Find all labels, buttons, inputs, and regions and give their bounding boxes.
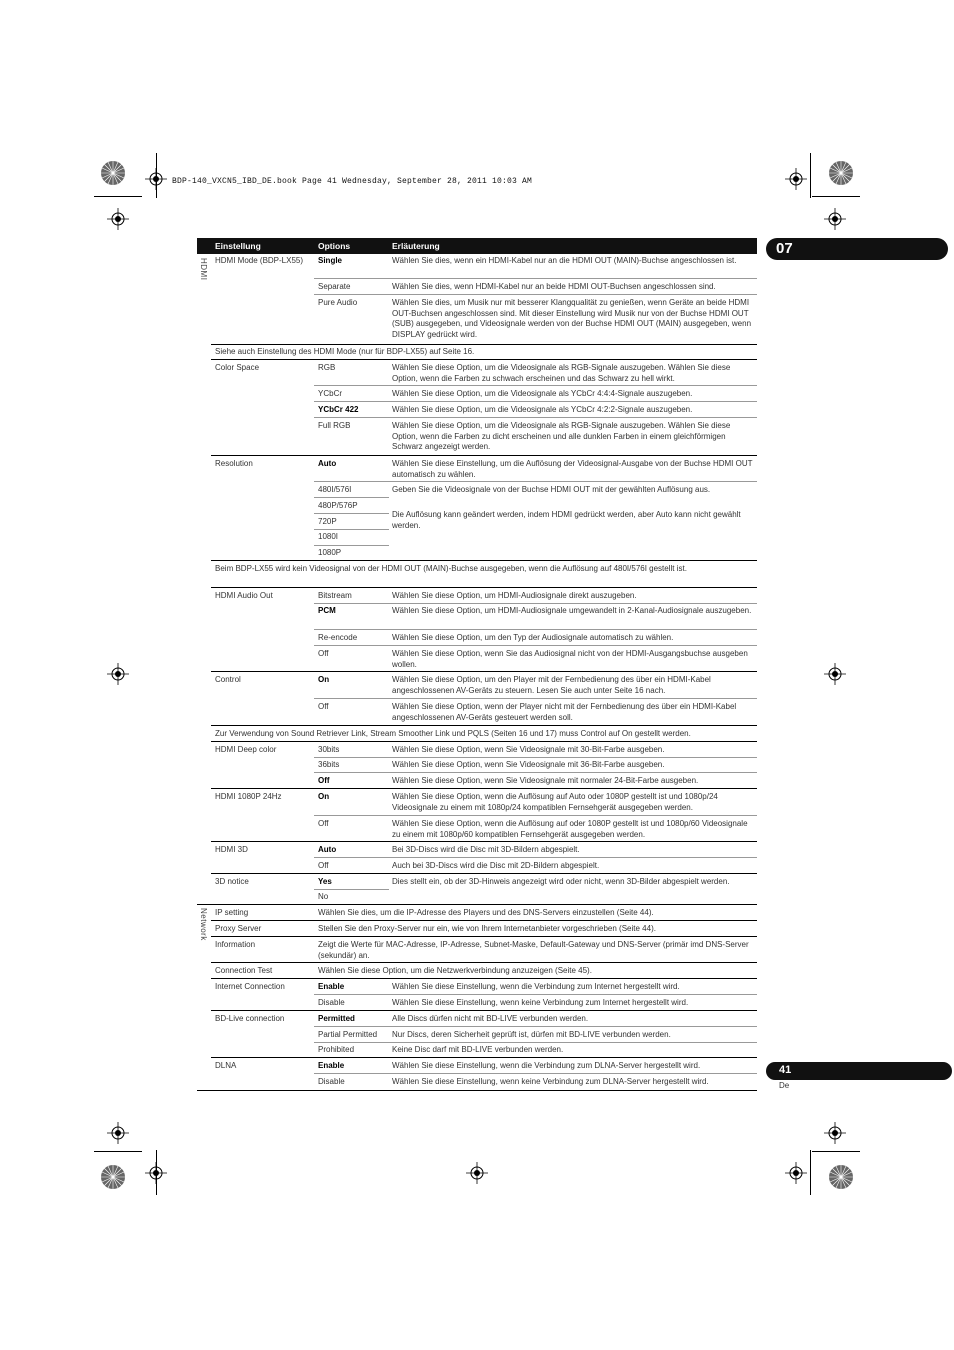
option-36bits: 36bits — [318, 760, 340, 769]
option-separate: Separate — [318, 282, 351, 291]
desc-full-rgb: Wählen Sie diese Option, um die Videosignale als RGB-Signale auszugeben. Wählen Sie diese Option, wenn die Farben zu dicht erscheinen und alle dunklen Farben in einem gleichförmigen Schwarz angezeigt werden. — [392, 421, 731, 451]
desc-inet-enable: Wählen Sie diese Einstellung, wenn die Verbindung zum Internet hergestellt wird. — [392, 982, 680, 991]
setting-color-space: Color Space — [215, 363, 260, 372]
desc-res-auto: Wählen Sie diese Einstellung, um die Auflösung der Videosignal-Ausgabe von der Buchse HDMI OUT automatisch zu wählen. — [392, 459, 753, 479]
desc-audio-off: Wählen Sie diese Option, wenn Sie das Audiosignal nicht von der HDMI-Ausgangsbuchse ausgeben wollen. — [392, 649, 748, 669]
setting-hdmi-audio-out: HDMI Audio Out — [215, 591, 273, 600]
registration-sun-mark — [100, 1164, 126, 1190]
crosshair-mark — [466, 1162, 488, 1184]
option-bitstream: Bitstream — [318, 591, 352, 600]
header-setting: Einstellung — [215, 241, 261, 251]
crop-mark — [810, 153, 811, 198]
option-notice-yes: Yes — [318, 877, 332, 886]
crop-mark — [810, 1150, 811, 1195]
desc-dlna-enable: Wählen Sie diese Einstellung, wenn die Verbindung zum DLNA-Server hergestellt wird. — [392, 1061, 701, 1070]
option-pcm: PCM — [318, 606, 336, 615]
option-inet-enable: Enable — [318, 982, 345, 991]
desc-30bits: Wählen Sie diese Option, wenn Sie Videosignale mit 30-Bit-Farbe ausgeben. — [392, 745, 665, 754]
desc-dlna-disable: Wählen Sie diese Einstellung, wenn keine Verbindung zum DLNA-Server hergestellt wird. — [392, 1077, 709, 1086]
desc-bitstream: Wählen Sie diese Option, um HDMI-Audiosignale direkt auszugeben. — [392, 591, 637, 600]
chapter-number: 07 — [776, 240, 793, 257]
crosshair-mark — [107, 208, 129, 230]
option-full-rgb: Full RGB — [318, 421, 351, 430]
setting-hdmi-3d: HDMI 3D — [215, 845, 248, 854]
desc-information: Zeigt die Werte für MAC-Adresse, IP-Adresse, Subnet-Maske, Default-Gateway und DNS-Server (primär imd DNS-Server (sekundär) an. — [318, 940, 749, 960]
option-res-480i: 480I/576I — [318, 485, 352, 494]
option-30bits: 30bits — [318, 745, 340, 754]
setting-connection-test: Connection Test — [215, 966, 273, 975]
desc-connection-test: Wählen Sie diese Option, um die Netzwerkverbindung anzuzeigen (Seite 45). — [318, 966, 592, 975]
desc-3d-off: Auch bei 3D-Discs wird die Disc mit 2D-Bildern abgespielt. — [392, 861, 600, 870]
crosshair-mark — [824, 1122, 846, 1144]
option-24hz-off: Off — [318, 819, 329, 828]
desc-ycbcr422: Wählen Sie diese Option, um die Videosignale als YCbCr 4:2:2-Signale auszugeben. — [392, 405, 693, 414]
desc-inet-disable: Wählen Sie diese Einstellung, wenn keine Verbindung zum Internet hergestellt wird. — [392, 998, 689, 1007]
header-options: Options — [318, 241, 351, 251]
setting-proxy: Proxy Server — [215, 924, 262, 933]
option-3d-off: Off — [318, 861, 329, 870]
desc-3d-auto: Bei 3D-Discs wird die Disc mit 3D-Bildern abgespielt. — [392, 845, 580, 854]
desc-proxy: Stellen Sie den Proxy-Server nur ein, wie von Ihrem Internetanbieter vorgeschrieben (Seite 44). — [318, 924, 656, 933]
option-24hz-on: On — [318, 792, 330, 801]
note-resolution: Beim BDP-LX55 wird kein Videosignal von der HDMI OUT (MAIN)-Buchse ausgegeben, wenn die Auflösung auf 480I/576I gestellt ist. — [215, 564, 687, 573]
option-dlna-disable: Disable — [318, 1077, 345, 1086]
desc-ip: Wählen Sie dies, um die IP-Adresse des Players und des DNS-Servers einzustellen (Seite 44). — [318, 908, 654, 917]
crosshair-mark — [824, 208, 846, 230]
option-control-on: On — [318, 675, 330, 684]
option-res-480p: 480P/576P — [318, 501, 358, 510]
table-header — [197, 238, 757, 254]
setting-bd-live: BD-Live connection — [215, 1014, 285, 1023]
desc-pcm: Wählen Sie diese Option, um HDMI-Audiosignale umgewandelt in 2-Kanal-Audiosignale auszugeben. — [392, 606, 752, 615]
setting-resolution: Resolution — [215, 459, 253, 468]
chapter-tab — [766, 238, 948, 260]
crosshair-mark — [107, 663, 129, 685]
desc-control-on: Wählen Sie diese Option, um den Player mit der Fernbedienung des über ein HDMI-Kabel angeschlossenen AV-Geräts zu steuern. Lesen Sie auch unter Seite 16 nach. — [392, 675, 711, 695]
option-reencode: Re-encode — [318, 633, 358, 642]
crop-mark — [94, 196, 142, 197]
desc-bd-prohibited: Keine Disc darf mit BD-LIVE verbunden werden. — [392, 1045, 564, 1054]
note-hdmi-mode: Siehe auch Einstellung des HDMI Mode (nur für BDP-LX55) auf Seite 16. — [215, 347, 475, 356]
option-deep-off: Off — [318, 776, 330, 785]
option-bd-permitted: Permitted — [318, 1014, 355, 1023]
page-number: 41 — [779, 1064, 792, 1076]
side-label-network: Network — [199, 908, 208, 941]
option-single: Single — [318, 256, 343, 265]
desc-ycbcr: Wählen Sie diese Option, um die Videosignale als YCbCr 4:4:4-Signale auszugeben. — [392, 389, 693, 398]
option-bd-prohibited: Prohibited — [318, 1045, 355, 1054]
page-language: De — [779, 1081, 790, 1090]
setting-ip: IP setting — [215, 908, 249, 917]
registration-sun-mark — [828, 1164, 854, 1190]
desc-24hz-on: Wählen Sie diese Option, wenn die Auflösung auf Auto oder 1080P gestellt ist und 1080p/24 Videosignale zu einem mit 1080p/24 kompatiblen Fernsehgerät ausgegeben werden. — [392, 792, 718, 812]
crop-mark — [156, 1150, 157, 1195]
crosshair-mark — [785, 1162, 807, 1184]
note-control: Zur Verwendung von Sound Retriever Link, Stream Smoother Link und PQLS (Seiten 16 und 17) muss Control auf On gestellt werden. — [215, 729, 691, 738]
registration-sun-mark — [828, 160, 854, 186]
option-res-1080i: 1080I — [318, 532, 339, 541]
file-header: BDP-140_VXCN5_IBD_DE.book Page 41 Wednesday, September 28, 2011 10:03 AM — [172, 177, 533, 186]
crosshair-mark — [785, 168, 807, 190]
setting-1080p-24hz: HDMI 1080P 24Hz — [215, 792, 282, 801]
desc-bd-permitted: Alle Discs dürfen nicht mit BD-LIVE verbunden werden. — [392, 1014, 589, 1023]
option-3d-auto: Auto — [318, 845, 337, 854]
option-control-off: Off — [318, 702, 329, 711]
page-number-tab — [766, 1062, 952, 1080]
crosshair-mark — [824, 663, 846, 685]
setting-internet-connection: Internet Connection — [215, 982, 285, 991]
desc-3d-notice: Dies stellt ein, ob der 3D-Hinweis angezeigt wird oder nicht, wenn 3D-Bilder abgespielt werden. — [392, 877, 730, 886]
option-dlna-enable: Enable — [318, 1061, 345, 1070]
setting-hdmi-mode: HDMI Mode (BDP-LX55) — [215, 256, 304, 265]
side-label-hdmi: HDMI — [199, 258, 208, 281]
option-res-720p: 720P — [318, 517, 337, 526]
crosshair-mark — [107, 1122, 129, 1144]
option-audio-off: Off — [318, 649, 329, 658]
setting-dlna: DLNA — [215, 1061, 237, 1070]
desc-rgb: Wählen Sie diese Option, um die Videosignale als RGB-Signale auszugeben. Wählen Sie diese Option, wenn die Farben zu schwach erscheinen und das Schwarz zu hell wirkt. — [392, 363, 731, 383]
desc-24hz-off: Wählen Sie diese Option, wenn die Auflösung auf oder 1080P gestellt ist und 1080p/60 Videosignale zu einem mit 1080p/60 kompatiblen Fernsehgerät ausgegeben werden. — [392, 819, 748, 839]
crop-mark — [812, 1151, 860, 1152]
crop-mark — [156, 153, 157, 198]
desc-control-off: Wählen Sie diese Option, wenn der Player nicht mit der Fernbedienung des über ein HDMI-Kabel angeschlossenen AV-Geräts gesteuert werden soll. — [392, 702, 737, 722]
header-explanation: Erläuterung — [392, 241, 440, 251]
option-inet-disable: Disable — [318, 998, 345, 1007]
option-ycbcr422: YCbCr 422 — [318, 405, 359, 414]
setting-3d-notice: 3D notice — [215, 877, 249, 886]
option-rgb: RGB — [318, 363, 336, 372]
option-res-auto: Auto — [318, 459, 337, 468]
option-pure-audio: Pure Audio — [318, 298, 358, 307]
desc-deep-off: Wählen Sie diese Option, wenn Sie Videosignale mit normaler 24-Bit-Farbe ausgeben. — [392, 776, 699, 785]
desc-pure-audio: Wählen Sie dies, um Musik nur mit besserer Klangqualität zu genießen, wenn Geräte an beide HDMI OUT-Buchsen angeschlossen sind. Mit dieser Einstellung wird Musik nur von der Buchse HDMI OUT (SUB) ausgegeben, und Videosignale werden von der Buchse HDMI OUT (MAIN) ausgegeben, wenn DISPLAY gedrückt wird. — [392, 298, 752, 339]
option-notice-no: No — [318, 892, 329, 901]
option-ycbcr: YCbCr — [318, 389, 343, 398]
crop-mark — [812, 196, 860, 197]
option-bd-partial: Partial Permitted — [318, 1030, 378, 1039]
setting-control: Control — [215, 675, 241, 684]
desc-res-manual-1: Geben Sie die Videosignale von der Buchse HDMI OUT mit der gewählten Auflösung aus. — [392, 485, 711, 494]
setting-deep-color: HDMI Deep color — [215, 745, 277, 754]
desc-reencode: Wählen Sie diese Option, um den Typ der Audiosignale automatisch zu wählen. — [392, 633, 674, 642]
crop-mark — [94, 1151, 142, 1152]
desc-res-manual-2: Die Auflösung kann geändert werden, indem HDMI gedrückt werden, aber Auto kann nicht gewählt werden. — [392, 510, 741, 530]
desc-separate: Wählen Sie dies, wenn HDMI-Kabel nur an beide HDMI OUT-Buchsen angeschlossen sind. — [392, 282, 716, 291]
desc-single: Wählen Sie dies, wenn ein HDMI-Kabel nur an die HDMI OUT (MAIN)-Buchse angeschlossen ist. — [392, 256, 737, 265]
option-res-1080p: 1080P — [318, 548, 342, 557]
desc-36bits: Wählen Sie diese Option, wenn Sie Videosignale mit 36-Bit-Farbe ausgeben. — [392, 760, 665, 769]
registration-sun-mark — [100, 160, 126, 186]
setting-information: Information — [215, 940, 256, 949]
desc-bd-partial: Nur Discs, deren Sicherheit geprüft ist, dürfen mit BD-LIVE verbunden werden. — [392, 1030, 671, 1039]
